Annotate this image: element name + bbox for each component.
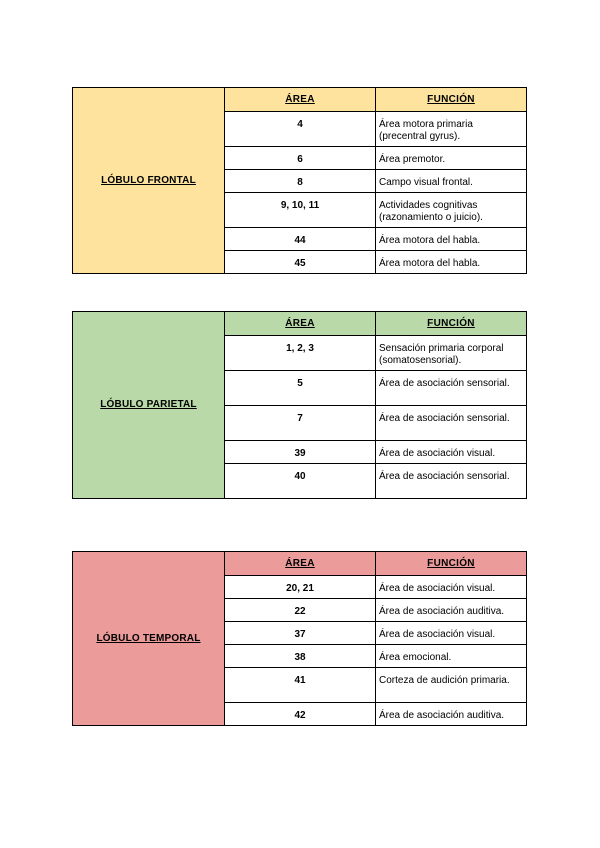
area-cell: 4 <box>225 112 376 147</box>
function-cell: Área de asociación visual. <box>376 441 527 464</box>
area-cell: 37 <box>225 622 376 645</box>
area-header: ÁREA <box>225 88 376 112</box>
function-cell: Área premotor. <box>376 147 527 170</box>
area-cell: 5 <box>225 371 376 406</box>
area-cell: 39 <box>225 441 376 464</box>
function-cell: Área de asociación visual. <box>376 622 527 645</box>
area-cell: 20, 21 <box>225 576 376 599</box>
area-cell: 38 <box>225 645 376 668</box>
function-cell: Campo visual frontal. <box>376 170 527 193</box>
function-cell: Área motora del habla. <box>376 228 527 251</box>
area-cell: 8 <box>225 170 376 193</box>
function-cell: Área de asociación sensorial. <box>376 464 527 499</box>
area-cell: 1, 2, 3 <box>225 336 376 371</box>
area-header: ÁREA <box>225 312 376 336</box>
area-cell: 42 <box>225 703 376 726</box>
parietal-lobe-label: LÓBULO PARIETAL <box>73 312 225 499</box>
function-cell: Área de asociación auditiva. <box>376 599 527 622</box>
function-cell: Sensación primaria corporal (somatosensorial). <box>376 336 527 371</box>
function-cell: Corteza de audición primaria. <box>376 668 527 703</box>
area-cell: 40 <box>225 464 376 499</box>
temporal-lobe-table <box>72 551 527 726</box>
function-cell: Área de asociación sensorial. <box>376 406 527 441</box>
function-cell: Área de asociación auditiva. <box>376 703 527 726</box>
frontal-lobe-table <box>72 87 527 274</box>
area-cell: 9, 10, 11 <box>225 193 376 228</box>
function-cell: Área motora primaria (precentral gyrus). <box>376 112 527 147</box>
function-cell: Área emocional. <box>376 645 527 668</box>
function-cell: Área de asociación sensorial. <box>376 371 527 406</box>
area-cell: 41 <box>225 668 376 703</box>
area-header: ÁREA <box>225 552 376 576</box>
function-cell: Actividades cognitivas (razonamiento o juicio). <box>376 193 527 228</box>
area-cell: 7 <box>225 406 376 441</box>
frontal-lobe-label: LÓBULO FRONTAL <box>73 88 225 274</box>
function-header: FUNCIÓN <box>376 552 527 576</box>
function-cell: Área motora del habla. <box>376 251 527 274</box>
area-cell: 6 <box>225 147 376 170</box>
area-cell: 22 <box>225 599 376 622</box>
function-header: FUNCIÓN <box>376 312 527 336</box>
area-cell: 44 <box>225 228 376 251</box>
area-cell: 45 <box>225 251 376 274</box>
temporal-lobe-label: LÓBULO TEMPORAL <box>73 552 225 726</box>
parietal-lobe-table <box>72 311 527 499</box>
function-cell: Área de asociación visual. <box>376 576 527 599</box>
function-header: FUNCIÓN <box>376 88 527 112</box>
